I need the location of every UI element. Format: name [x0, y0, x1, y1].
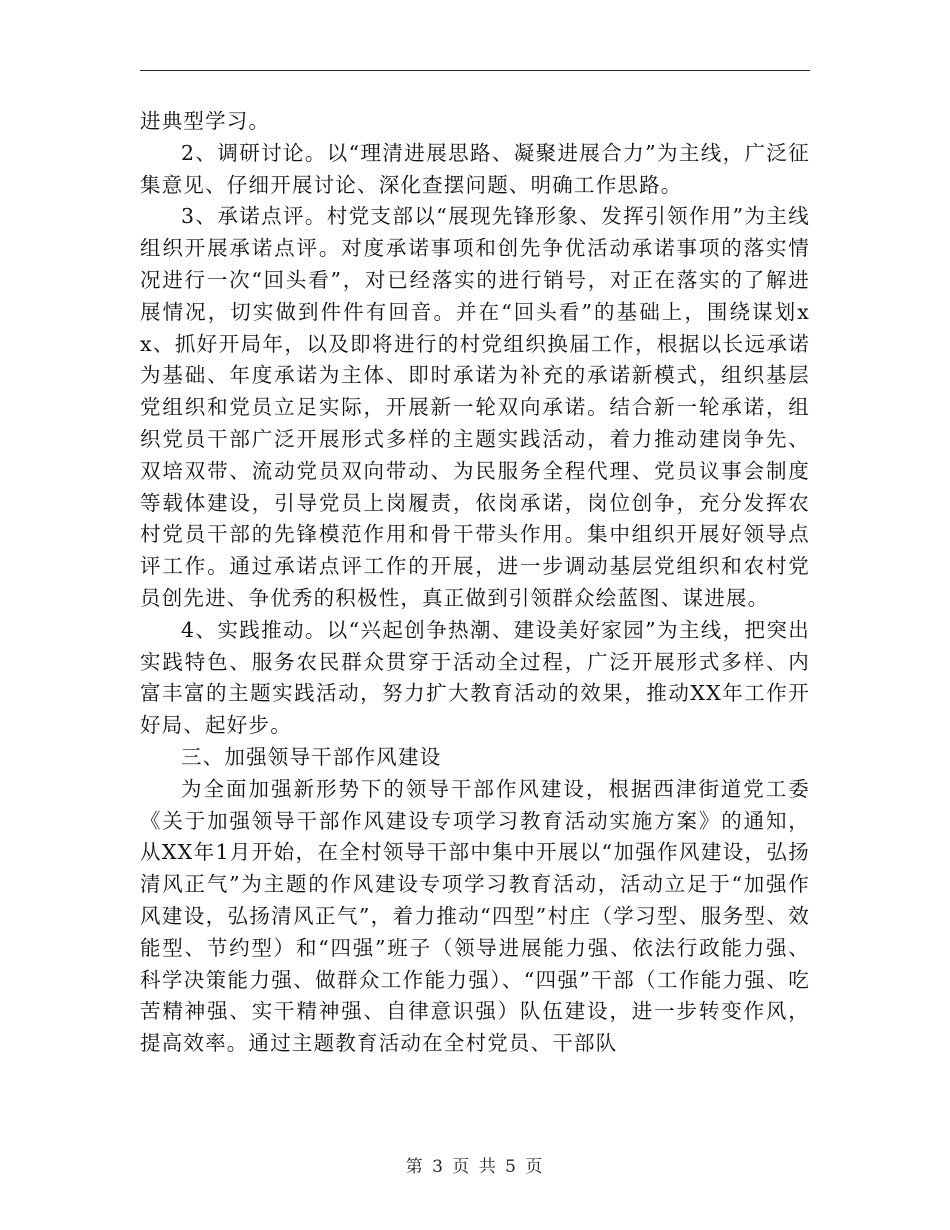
- paragraph-commitment-review: 3、承诺点评。村党支部以“展现先锋形象、发挥引领作用”为主线组织开展承诺点评。对度承诺事项和创先争优活动承诺事项的落实情况进行一次“回头看”，对已经落实的进行销号，对正在落实的了解进展情况，切实做到件件有回音。并在“回头看”的基础上，围绕谋划xx、抓好开局年，以及即将进行的村党组织换届工作，根据以长远承诺为基础、年度承诺为主体、即时承诺为补充的承诺新模式，组织基层党组织和党员立足实际，开展新一轮双向承诺。结合新一轮承诺，组织党员干部广泛开展形式多样的主题实践活动，着力推动建岗争先、双培双带、流动党员双向带动、为民服务全程代理、党员议事会制度等载体建设，引导党员上岗履责，依岗承诺，岗位创争，充分发挥农村党员干部的先锋模范作用和骨干带头作用。集中组织开展好领导点评工作。通过承诺点评工作的开展，进一步调动基层党组织和农村党员创先进、争优秀的积极性，真正做到引领群众绘蓝图、谋进展。: [140, 204, 810, 610]
- header-rule: [140, 70, 810, 71]
- paragraph-research-discussion: 2、调研讨论。以“理清进展思路、凝聚进展合力”为主线，广泛征集意见、仔细开展讨论、深化查摆问题、明确工作思路。: [140, 140, 810, 197]
- paragraph-style-building: 为全面加强新形势下的领导干部作风建设，根据西津街道党工委《关于加强领导干部作风建设专项学习教育活动实施方案》的通知，从XX年1月开始，在全村领导干部中集中开展以“加强作风建设，弘扬清风正气”为主题的作风建设专项学习教育活动，活动立足于“加强作风建设，弘扬清风正气”，着力推动“四型”村庄（学习型、服务型、效能型、节约型）和“四强”班子（领导进展能力强、依法行政能力强、科学决策能力强、做群众工作能力强）、“四强”干部（工作能力强、吃苦精神强、实干精神强、自律意识强）队伍建设，进一步转变作风，提高效率。通过主题教育活动在全村党员、干部队: [140, 776, 810, 1056]
- paragraph-practice-promotion: 4、实践推动。以“兴起创争热潮、建设美好家园”为主线，把突出实践特色、服务农民群众贯穿于活动全过程，广泛开展形式多样、内富丰富的主题实践活动，努力扩大教育活动的效果，推动XX年工作开好局、起好步。: [140, 617, 810, 738]
- section-heading-3: 三、加强领导干部作风建设: [181, 744, 442, 769]
- paragraph-continuation: 进典型学习。: [140, 109, 271, 133]
- document-body: [140, 106, 810, 1060]
- page-number-footer: 第 3 页 共 5 页: [405, 1157, 545, 1177]
